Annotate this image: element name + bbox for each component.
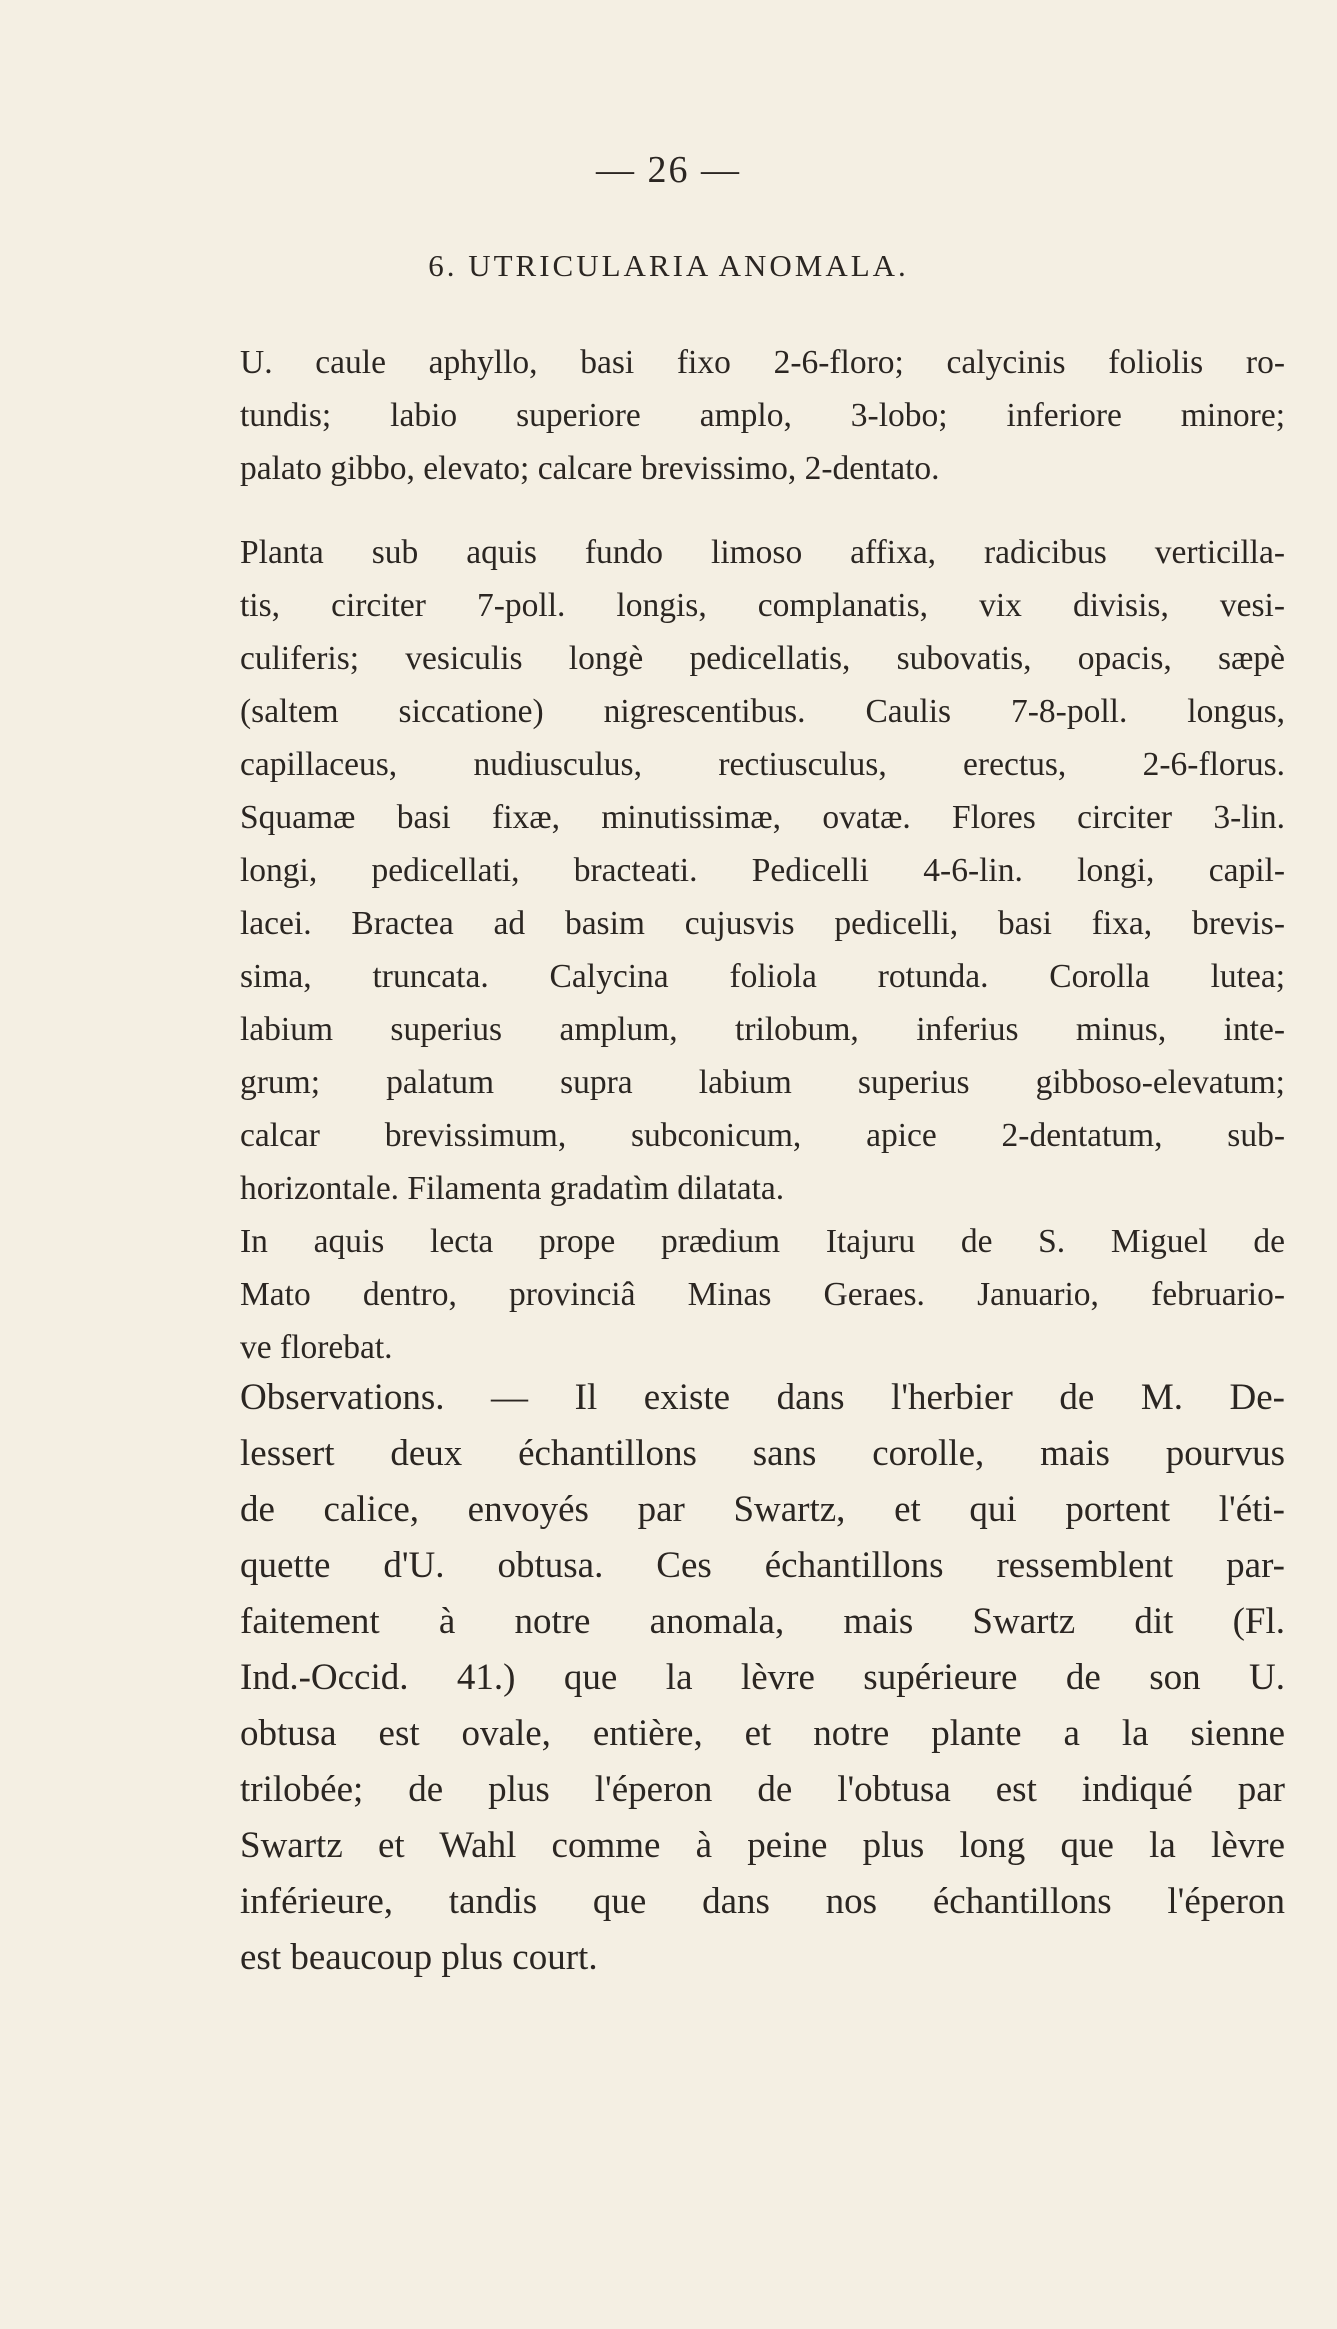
description-line: In aquis lecta prope prædium Itajuru de S. Miguel de bbox=[240, 1223, 1285, 1260]
observation-line: faitement à notre anomala, mais Swartz dit (Fl. bbox=[240, 1601, 1285, 1642]
observation-line: Ind.-Occid. 41.) que la lèvre supérieure de son U. bbox=[240, 1657, 1285, 1698]
diagnosis-line: U. caule aphyllo, basi fixo 2-6-floro; calycinis foliolis ro- bbox=[240, 344, 1285, 381]
observation-line: lessert deux échantillons sans corolle, mais pourvus bbox=[240, 1433, 1285, 1474]
description-line: tis, circiter 7-poll. longis, complanatis, vix divisis, vesi- bbox=[240, 587, 1285, 624]
diagnosis-line: palato gibbo, elevato; calcare brevissimo, 2-dentato. bbox=[240, 450, 940, 487]
description-line: grum; palatum supra labium superius gibboso-elevatum; bbox=[240, 1064, 1285, 1101]
description-line: labium superius amplum, trilobum, inferius minus, inte- bbox=[240, 1011, 1285, 1048]
description-line: capillaceus, nudiusculus, rectiusculus, erectus, 2-6-florus. bbox=[240, 746, 1285, 783]
description-line: Squamæ basi fixæ, minutissimæ, ovatæ. Flores circiter 3-lin. bbox=[240, 799, 1285, 836]
description-line: sima, truncata. Calycina foliola rotunda. Corolla lutea; bbox=[240, 958, 1285, 995]
description-line: calcar brevissimum, subconicum, apice 2-dentatum, sub- bbox=[240, 1117, 1285, 1154]
diagnosis-line: tundis; labio superiore amplo, 3-lobo; inferiore minore; bbox=[240, 397, 1285, 434]
description-line: culiferis; vesiculis longè pedicellatis, subovatis, opacis, sæpè bbox=[240, 640, 1285, 677]
observation-line: de calice, envoyés par Swartz, et qui portent l'éti- bbox=[240, 1489, 1285, 1530]
diagnosis-paragraph bbox=[240, 336, 1285, 495]
observation-line: est beaucoup plus court. bbox=[240, 1937, 598, 1978]
observation-line: trilobée; de plus l'éperon de l'obtusa est indiqué par bbox=[240, 1769, 1285, 1810]
species-heading: 6. UTRICULARIA ANOMALA. bbox=[428, 248, 909, 283]
description-line: longi, pedicellati, bracteati. Pedicelli 4-6-lin. longi, capil- bbox=[240, 852, 1285, 889]
description-paragraph bbox=[240, 526, 1285, 1374]
observations-paragraph bbox=[240, 1370, 1285, 1986]
description-line: Mato dentro, provinciâ Minas Geraes. Januario, februario- bbox=[240, 1276, 1285, 1313]
observation-line: Swartz et Wahl comme à peine plus long que la lèvre bbox=[240, 1825, 1285, 1866]
description-line: ve florebat. bbox=[240, 1329, 393, 1366]
observation-line: inférieure, tandis que dans nos échantillons l'éperon bbox=[240, 1881, 1285, 1922]
observation-line: Observations. — Il existe dans l'herbier de M. De- bbox=[240, 1377, 1285, 1418]
page-number: — 26 — bbox=[596, 149, 741, 191]
observation-line: obtusa est ovale, entière, et notre plante a la sienne bbox=[240, 1713, 1285, 1754]
description-line: horizontale. Filamenta gradatìm dilatata. bbox=[240, 1170, 785, 1207]
observation-line: quette d'U. obtusa. Ces échantillons ressemblent par- bbox=[240, 1545, 1285, 1586]
description-line: Planta sub aquis fundo limoso affixa, radicibus verticilla- bbox=[240, 534, 1285, 571]
description-line: lacei. Bractea ad basim cujusvis pedicelli, basi fixa, brevis- bbox=[240, 905, 1285, 942]
description-line: (saltem siccatione) nigrescentibus. Caulis 7-8-poll. longus, bbox=[240, 693, 1285, 730]
